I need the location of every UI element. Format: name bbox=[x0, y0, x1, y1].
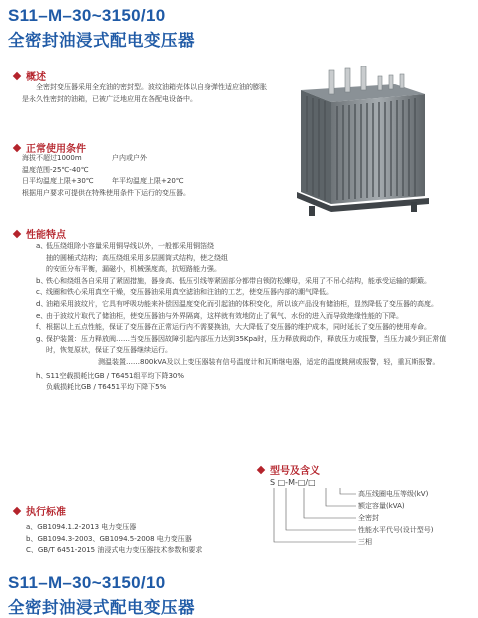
header bbox=[8, 6, 195, 51]
diamond-bullet-icon bbox=[257, 465, 265, 473]
condition-key: 海拔不超过1000m bbox=[22, 154, 82, 162]
feature-text: 抽的圆桶式结构；高压绕组采用多层圆筒式结构，使之绕组 bbox=[46, 253, 228, 262]
standards-list bbox=[26, 522, 256, 557]
condition-key: 温度范围-25℃-40℃ bbox=[22, 165, 89, 174]
standard-item: b、GB1094.3-2003、GB1094.5-2008 电力变压器 bbox=[26, 534, 192, 543]
overview-text: 全密封变压器采用全充油的密封型。波纹油箱壳体以自身弹性适应油的膨胀是永久性密封的油箱，已被广泛地应用在各配电设备中。 bbox=[22, 83, 267, 103]
feature-text: 负载损耗比GB / T6451平均下降下5% bbox=[46, 383, 167, 392]
footer-title bbox=[8, 573, 195, 618]
feature-item bbox=[36, 276, 456, 288]
feature-marker: h、 bbox=[36, 371, 48, 380]
feature-text: 测温装置……800kVA及以上变压器装有信号温度计和瓦斯继电器，适定的温度跳闸或报警，轻，重瓦斯报警。 bbox=[98, 357, 440, 366]
feature-item bbox=[36, 382, 236, 394]
standards-heading-text: 执行标准 bbox=[26, 507, 66, 518]
overview-heading-text: 概述 bbox=[26, 72, 46, 83]
model-heading bbox=[258, 462, 320, 477]
feature-item bbox=[36, 371, 236, 383]
overview-heading bbox=[14, 68, 46, 83]
condition-value: 户内或户外 bbox=[112, 154, 147, 162]
feature-marker bbox=[88, 357, 98, 369]
feature-item bbox=[36, 264, 276, 276]
diamond-bullet-icon bbox=[13, 506, 21, 514]
standard-item: a、GB1094.1.2-2013 电力变压器 bbox=[26, 523, 137, 531]
feature-text: 的安匝分布平衡，漏磁小，机械强度高，抗短路能力强。 bbox=[46, 265, 221, 274]
feature-marker: f、 bbox=[36, 323, 46, 332]
conditions-note: 根据用户要求可提供在特殊使用条件下运行的变压器。 bbox=[22, 188, 190, 197]
feature-item bbox=[36, 334, 456, 357]
feature-item bbox=[36, 299, 456, 311]
feature-text: 线圈和铁心采用真空干燥，变压器油采用真空滤油和注油的工艺，使变压器内部的潮气降低。 bbox=[46, 288, 333, 297]
standards-heading bbox=[14, 503, 66, 518]
model-label-phase: 三相 bbox=[358, 538, 372, 546]
feature-item bbox=[36, 241, 276, 253]
product-name-title: 全密封油浸式配电变压器 bbox=[8, 598, 195, 617]
feature-text: 铁心和绕组各自采用了紧固措施，器身高、低压引线等紧固部分都带自锁防松螺母，采用了不吊心结构，能承受运输的颠簸。 bbox=[46, 276, 431, 285]
feature-item bbox=[36, 322, 456, 334]
conditions-heading-text: 正常使用条件 bbox=[26, 144, 86, 155]
model-code-diagram bbox=[266, 478, 466, 558]
model-heading-text: 型号及含义 bbox=[270, 466, 320, 477]
feature-marker: d、 bbox=[36, 299, 48, 308]
product-model-title: S11–M–30~3150/10 bbox=[8, 6, 166, 25]
condition-value: 年平均温度上限+20℃ bbox=[112, 177, 184, 186]
feature-marker bbox=[36, 253, 46, 265]
model-label-voltage: 高压线圈电压等级(kV) bbox=[358, 490, 429, 498]
feature-item bbox=[36, 287, 456, 299]
model-label-sealed: 全密封 bbox=[358, 514, 379, 522]
feature-text: 根据以上五点性能，保证了变压器在正常运行内不需要换油，大大降低了变压器的维护成本，同时延长了变压器的使用寿命。 bbox=[46, 323, 431, 332]
condition-key: 日平均温度上限+30℃ bbox=[22, 177, 94, 186]
diamond-bullet-icon bbox=[13, 229, 21, 237]
feature-text: 低压绕组除小容量采用铜导线以外，一般都采用铜箔绕 bbox=[46, 242, 214, 250]
model-label-capacity: 额定容量(kVA) bbox=[358, 502, 405, 510]
feature-marker: e、 bbox=[36, 311, 48, 320]
product-name-title: 全密封油浸式配电变压器 bbox=[8, 31, 195, 50]
feature-marker bbox=[36, 382, 46, 394]
feature-item bbox=[36, 253, 276, 265]
condition-row bbox=[22, 165, 262, 177]
model-code: S □-M-□/□ bbox=[270, 478, 316, 487]
condition-row bbox=[22, 153, 262, 165]
model-label-performance: 性能水平代号(设计型号) bbox=[358, 526, 434, 534]
features-list bbox=[36, 241, 456, 394]
features-heading bbox=[14, 226, 66, 241]
feature-text: S11空载损耗比GB / T6451组平均下降30% bbox=[46, 371, 185, 380]
diamond-bullet-icon bbox=[13, 71, 21, 79]
feature-marker: a、 bbox=[36, 242, 48, 250]
feature-text: 保护装置：压力释放阀……当变压器因故障引起内部压力达到35Kpa时，压力释放阀动作，释放压力或报警，当压力减少到正常值时，恢复原状，保证了变压器继续运行。 bbox=[46, 334, 447, 355]
feature-marker: b、 bbox=[36, 276, 48, 285]
condition-row bbox=[22, 176, 262, 188]
features-heading-text: 性能特点 bbox=[26, 230, 66, 241]
feature-item bbox=[36, 357, 456, 369]
transformer-image bbox=[283, 66, 433, 220]
feature-item bbox=[36, 311, 456, 323]
feature-marker: g、 bbox=[36, 334, 48, 343]
standard-item: C、GB/T 6451-2015 油浸式电力变压器技术参数和要求 bbox=[26, 546, 203, 555]
feature-marker: c、 bbox=[36, 288, 47, 297]
diamond-bullet-icon bbox=[13, 143, 21, 151]
feature-text: 油箱采用波纹片，它具有呼吸功能来补偿因温度变化而引起油的体积变化，所以该产品没有储油柜，显然降低了变压器的高度。 bbox=[46, 299, 438, 308]
feature-marker bbox=[36, 264, 46, 276]
feature-text: 由于波纹片取代了储油柜，使变压器油与外界隔离，这样就有效地防止了氧气、水份的进入而导致绝缘性能的下降。 bbox=[46, 311, 403, 320]
conditions-list bbox=[22, 153, 262, 199]
product-model-title: S11–M–30~3150/10 bbox=[8, 573, 166, 592]
